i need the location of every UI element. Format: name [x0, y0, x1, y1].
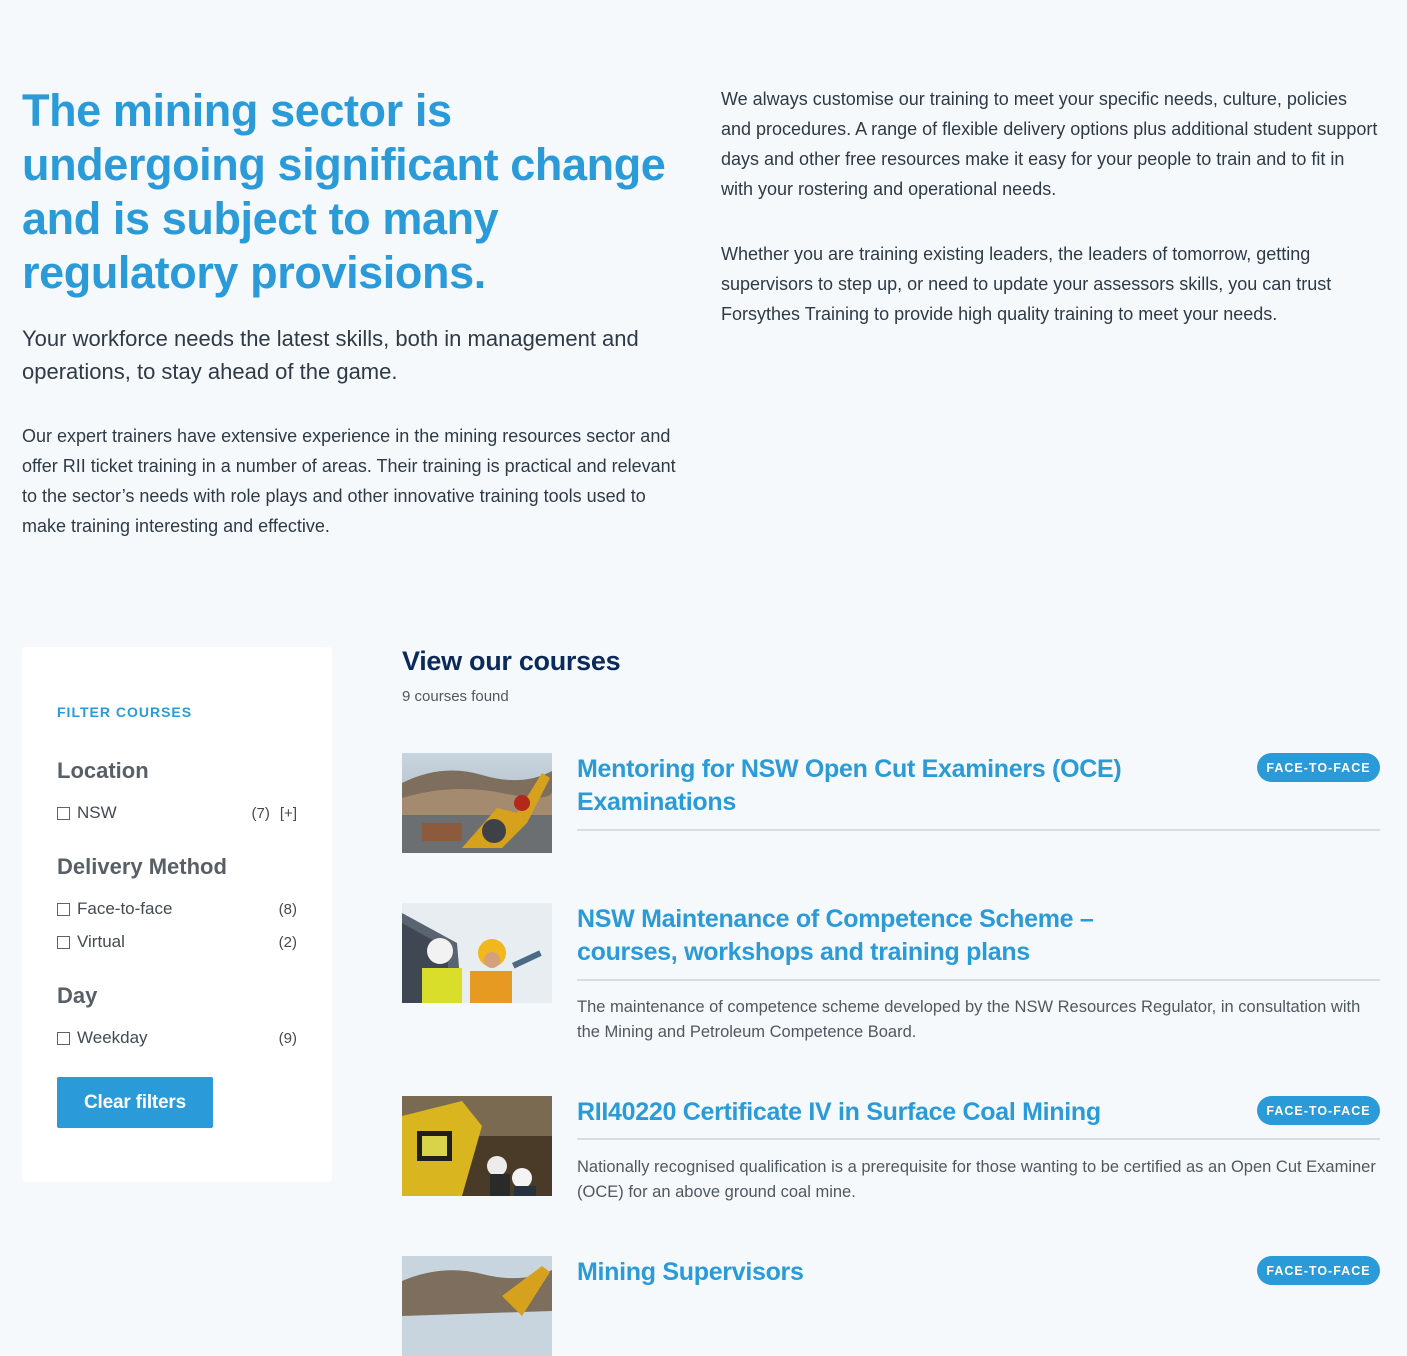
page-headline: The mining sector is undergoing significant change and is subject to many regulatory provisions.: [22, 85, 666, 298]
face-to-face-checkbox[interactable]: [57, 903, 70, 916]
filter-option-label: Weekday: [77, 1028, 148, 1047]
course-thumbnail-image[interactable]: [402, 1096, 552, 1196]
filter-group-delivery-method: Delivery Method: [57, 854, 227, 879]
filter-option-label: Face-to-face: [77, 899, 173, 918]
divider: [577, 979, 1380, 981]
intro-lead: Your workforce needs the latest skills, both in management and operations, to stay ahead of the game.: [22, 326, 639, 384]
course-description: Nationally recognised qualification is a prerequisite for those wanting to be certified as an Open Cut Examiner (OCE) for an above ground coal mine.: [577, 1158, 1376, 1201]
filter-title: FILTER COURSES: [57, 704, 193, 720]
divider: [577, 1138, 1380, 1140]
course-card[interactable]: [402, 1256, 1380, 1295]
filter-option-weekday[interactable]: [57, 1027, 297, 1049]
nsw-checkbox[interactable]: [57, 807, 70, 820]
course-title-link[interactable]: RII40220 Certificate IV in Surface Coal Mining: [577, 1098, 1101, 1126]
courses-heading: View our courses: [402, 646, 621, 676]
intro-right-column: [721, 84, 1381, 329]
filter-option-face-to-face[interactable]: [57, 898, 297, 920]
intro-paragraph-trainers: Our expert trainers have extensive experience in the mining resources sector and offer RII ticket training in a number of areas. Their training is practical and relevant to the sector’s needs with role plays and other innovative training tools used to make training interesting and effective.: [22, 426, 676, 536]
filter-option-nsw[interactable]: [57, 802, 297, 824]
course-description: The maintenance of competence scheme developed by the NSW Resources Regulator, in consultation with the Mining and Petroleum Competence Board.: [577, 998, 1361, 1041]
courses-count: 9 courses found: [402, 688, 509, 705]
delivery-badge: FACE-TO-FACE: [1257, 1096, 1380, 1125]
course-title-link[interactable]: Mining Supervisors: [577, 1258, 804, 1286]
course-card[interactable]: [402, 753, 1380, 853]
delivery-badge: FACE-TO-FACE: [1257, 753, 1380, 782]
course-title-link[interactable]: NSW Maintenance of Competence Scheme – courses, workshops and training plans: [577, 905, 1094, 966]
course-thumbnail-image[interactable]: [402, 753, 552, 853]
filter-group-location: Location: [57, 758, 149, 783]
filter-option-count: (7): [251, 804, 270, 822]
filter-option-count: (8): [278, 900, 297, 918]
filter-option-label: Virtual: [77, 932, 125, 951]
filter-option-count: (2): [278, 933, 297, 951]
intro-paragraph-leaders: Whether you are training existing leaders, the leaders of tomorrow, getting supervisors to step up, or need to update your assessors skills, you can trust Forsythes Training to provide high quality training to meet your needs.: [721, 244, 1332, 324]
filter-option-label: NSW: [77, 803, 117, 822]
intro-section: [22, 84, 1382, 554]
weekday-checkbox[interactable]: [57, 1032, 70, 1045]
clear-filters-button[interactable]: Clear filters: [57, 1077, 213, 1128]
intro-paragraph-customise: We always customise our training to meet your specific needs, culture, policies and procedures. A range of flexible delivery options plus additional student support days and other free resources make it easy for your people to train and to fit in with your rostering and operational needs.: [721, 89, 1378, 199]
course-title-link[interactable]: Mentoring for NSW Open Cut Examiners (OCE) Examinations: [577, 755, 1122, 816]
filter-panel: [22, 647, 332, 1182]
virtual-checkbox[interactable]: [57, 936, 70, 949]
delivery-badge: FACE-TO-FACE: [1257, 1256, 1380, 1285]
course-thumbnail-image[interactable]: [402, 903, 552, 1003]
course-card[interactable]: [402, 903, 1380, 1048]
filter-group-day: Day: [57, 983, 98, 1008]
expand-toggle[interactable]: [+]: [279, 804, 297, 822]
divider: [577, 829, 1380, 831]
intro-left-column: [22, 84, 692, 541]
course-thumbnail-image[interactable]: [402, 1256, 552, 1356]
filter-option-count: (9): [278, 1029, 297, 1047]
filter-option-virtual[interactable]: [57, 931, 297, 953]
course-card[interactable]: [402, 1096, 1380, 1206]
